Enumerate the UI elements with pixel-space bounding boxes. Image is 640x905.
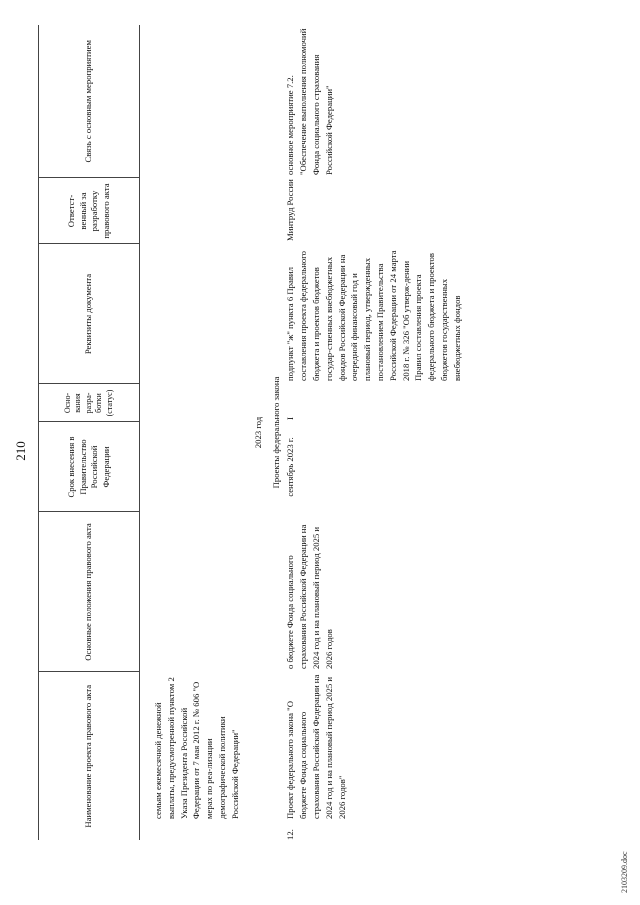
legislation-plan-table [38, 25, 464, 840]
file-id: 2103209.doc [620, 851, 629, 893]
header-main-activity-link: Связь с основным мероприятием [39, 25, 140, 178]
basis-status: I [285, 417, 296, 420]
table-header-row [39, 25, 140, 840]
header-submission-deadline: Срок внесения в Правительство Российской Федерации [39, 422, 140, 512]
submission-deadline: сентябрь 2023 г. [285, 437, 296, 497]
act-name: Проект федерального закона "О бюджете Фонда социального страхования Российской Федерации на 2024 год и на плановый период 2025 и 2026 годов" [285, 674, 347, 819]
header-main-provisions: Основные положения правового акта [39, 512, 140, 672]
header-responsible: Ответст-венный за разработку правового акта [39, 178, 140, 244]
main-activity-link: основное мероприятие 7.2. "Обеспечение выполнения полномочий Фонда социального страхования Российской Федерации" [285, 28, 334, 175]
table-row [284, 25, 463, 840]
year-heading: 2023 год [252, 416, 263, 449]
document-details: подпункт "ж" пункта 6 Правил составления проекта федерального бюджета и проектов бюджетов государ-ственных внебюджетных фондов Российской Федерации на очередной финансовый год и плановый период, утвержденных постановлением Правительства Российской Федерации от 24 марта 2018 г. № 326 "Об утверж-дении Правил составления проекта федерального бюджета и проектов бюджетов государственных внебюджетных фондов [285, 250, 462, 381]
act-name-cell [284, 672, 463, 840]
header-act-name: Наименование проекта правового акта [39, 672, 140, 840]
page-number: 210 [13, 441, 28, 461]
section-heading-row [268, 25, 285, 840]
section-heading: Проекты федерального закона [270, 376, 281, 489]
continuation-text: семьям ежемесячной денежной выплаты, предусмотренной пунктом 2 Указа Президента Российской Федерации от 7 мая 2012 г. № 606 "О мерах по реа-лизации демографической политики Российской Федерации" [153, 677, 240, 819]
responsible-body: Минтруд России [285, 179, 296, 241]
header-document-details: Реквизиты документа [39, 244, 140, 384]
header-basis-status: Осно-вания разра-ботки (статус) [39, 384, 140, 422]
year-heading-row [242, 25, 268, 840]
continuation-row [140, 25, 242, 840]
item-number: 12. [285, 829, 296, 840]
main-provisions: о бюджете Фонда социального страхования Российской Федерации на 2024 год и на плановый период 2025 и 2026 годов [285, 524, 334, 669]
